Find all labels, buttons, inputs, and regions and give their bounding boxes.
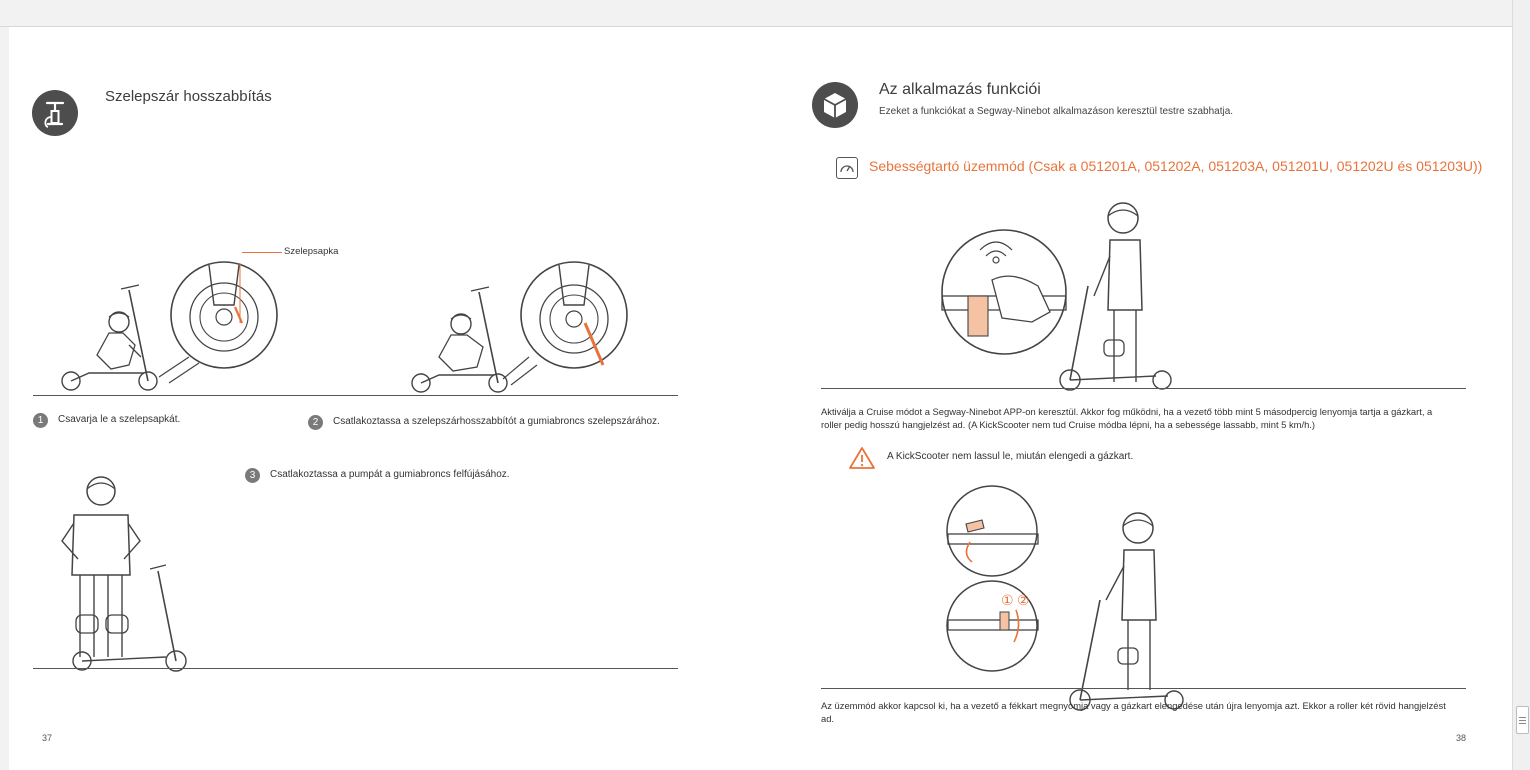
illustration-cruise-exit [948, 484, 1188, 694]
page-title: Szelepszár hosszabbítás [105, 88, 272, 105]
step-marker-1: ① [1001, 592, 1014, 608]
page-number: 38 [1456, 733, 1467, 743]
step-1-text: Csavarja le a szelepsapkát. [58, 414, 181, 425]
step-marker-2: ② [1017, 592, 1030, 608]
step-badge-1: 1 [33, 413, 48, 428]
cruise-mode-heading: Sebességtartó üzemmód (Csak a 051201A, 051202A, 051203A, 051201U, 051202U és 051203U)) [869, 158, 1483, 174]
grip-line [1519, 720, 1526, 721]
step-3-text: Csatlakoztassa a pumpát a gumiabroncs felfújásához. [270, 469, 510, 480]
page-37 [9, 27, 765, 770]
viewer-toolbar [0, 0, 1512, 27]
section-subtitle: Ezeket a funkciókat a Segway-Ninebot alkalmazáson keresztül testre szabhatja. [879, 106, 1234, 117]
step-badge-2: 2 [308, 415, 323, 430]
ground-line-top [33, 395, 678, 396]
pump-icon [32, 90, 78, 136]
pump-icon-badge [32, 90, 78, 136]
section-title: Az alkalmazás funkciói [879, 81, 1041, 98]
cube-icon-badge [812, 82, 858, 128]
vertical-scrollbar[interactable] [1512, 0, 1530, 770]
illustration-inflate-tire [54, 475, 194, 675]
cruise-exit-text: Az üzemmód akkor kapcsol ki, ha a vezető a fékkart megnyomja vagy a gázkart elengedése után újra lenyomja azt. Ekkor a roller két rövid hangjelzést ad. [821, 700, 1446, 724]
scrollbar-thumb[interactable] [1516, 706, 1529, 734]
ground-line-right-bottom [821, 688, 1466, 689]
grip-line [1519, 723, 1526, 724]
warning-triangle-icon [848, 446, 876, 470]
step-badge-3: 3 [245, 468, 260, 483]
ground-line-right-top [821, 388, 1466, 389]
page-38 [765, 27, 1521, 770]
speedometer-icon-box [836, 157, 858, 179]
warning-text: A KickScooter nem lassul le, miután elengedi a gázkart. [887, 451, 1134, 462]
grip-line [1519, 717, 1526, 718]
illustration-cruise-throttle [942, 200, 1172, 390]
page-number: 37 [42, 733, 53, 743]
valve-cap-callout: Szelepsapka [284, 246, 339, 257]
callout-leader [242, 252, 282, 253]
cube-icon [812, 82, 858, 128]
speedometer-icon [837, 158, 857, 178]
ground-line-bottom [33, 668, 678, 669]
illustration-attach-extension [399, 247, 639, 397]
illustration-unscrew-valve-cap [49, 245, 379, 395]
step-2-text: Csatlakoztassa a szelepszárhosszabbítót a gumiabroncs szelepszárához. [333, 416, 660, 427]
cruise-description: Aktiválja a Cruise módot a Segway-Ninebot APP-on keresztül. Akkor fog működni, ha a vezető több mint 5 másodpercig lenyomja tartja a gázkart, a roller pedig hosszú hangjelzést ad. (A KickScooter nem tud Cruise módba lépni, ha a sebessége lassabb, mint 5 km/h.) [821, 406, 1433, 430]
